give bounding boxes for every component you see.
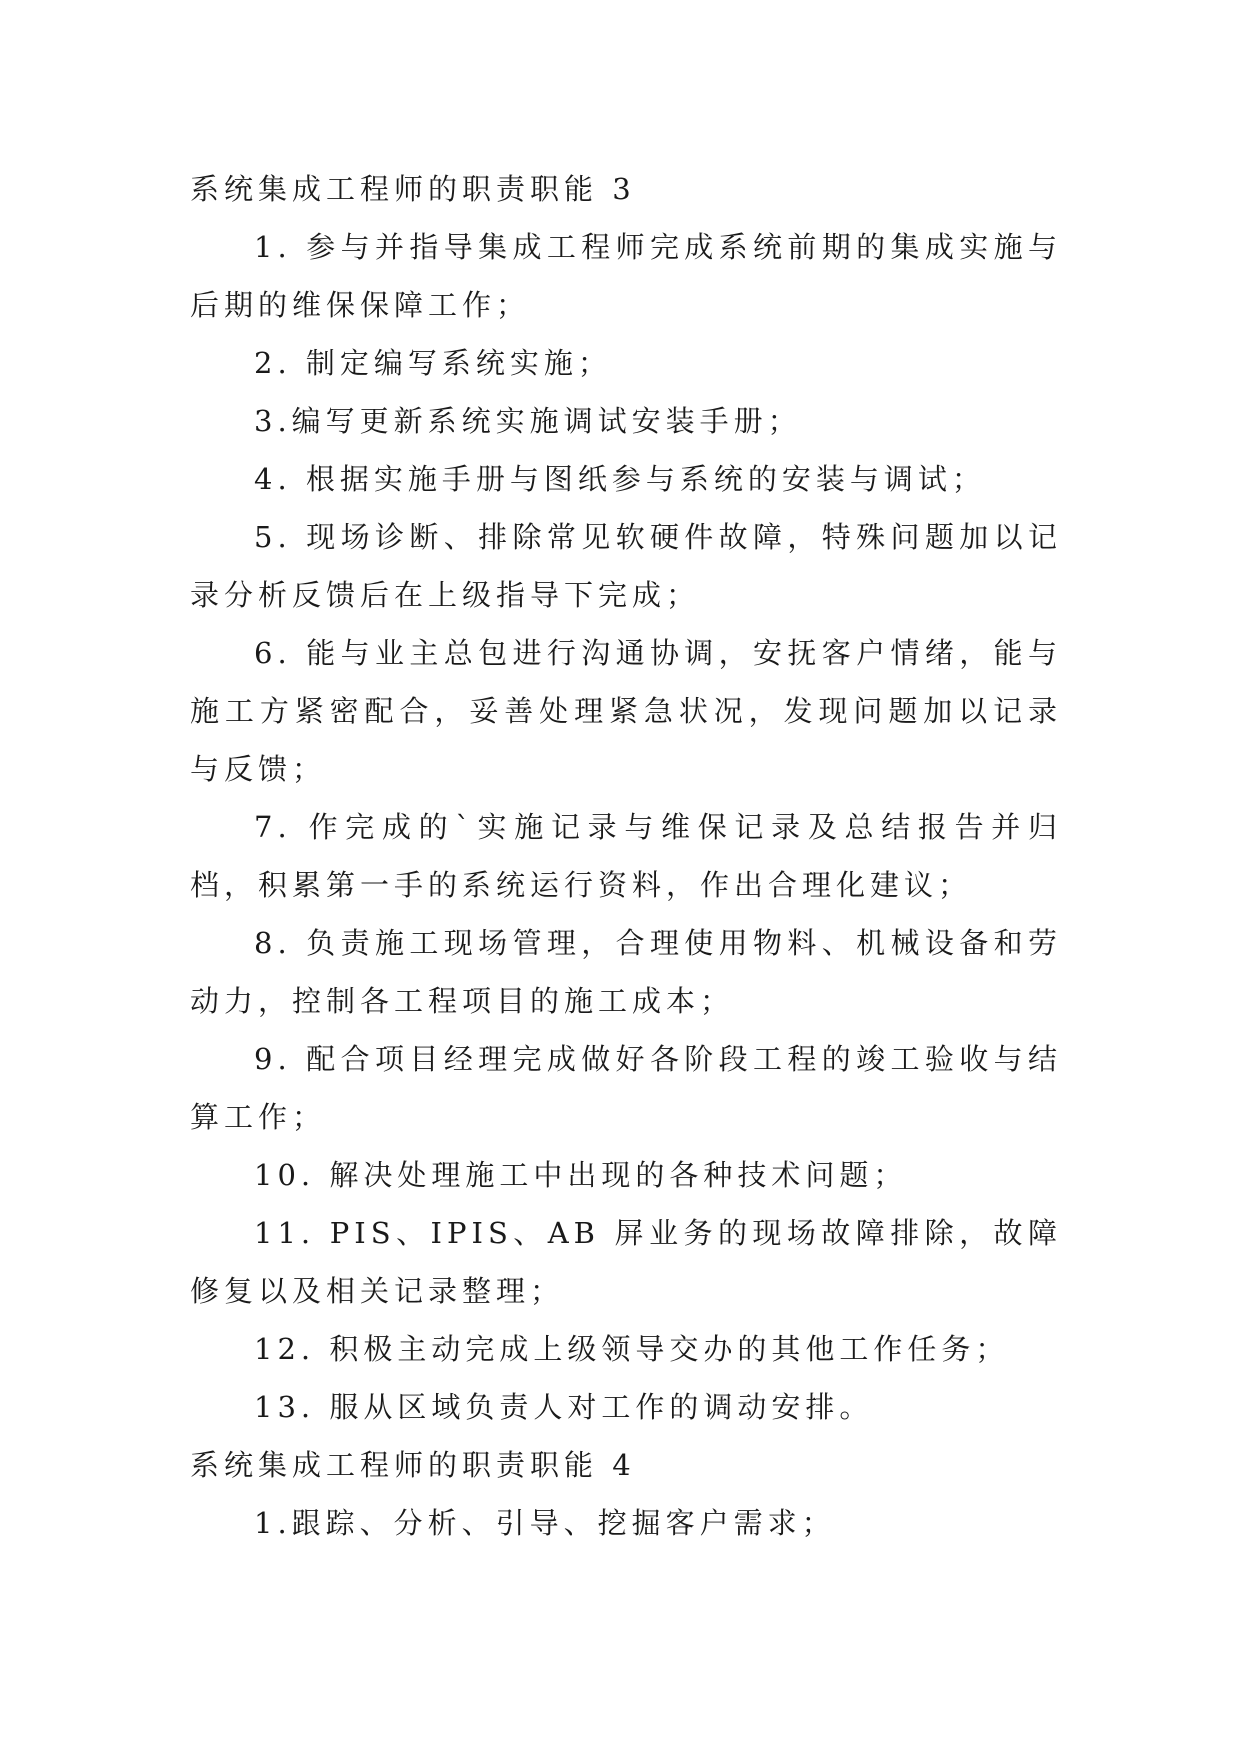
section-title: 系统集成工程师的职责职能 3 xyxy=(190,172,636,206)
list-item: 8. 负责施工现场管理，合理使用物料、机械设备和劳动力，控制各工程项目的施工成本； xyxy=(190,926,1062,1018)
list-item: 11. PIS、IPIS、AB 屏业务的现场故障排除，故障修复以及相关记录整理； xyxy=(190,1216,1062,1308)
list-item: 13. 服从区域负责人对工作的调动安排。 xyxy=(254,1390,874,1424)
list-item: 1.跟踪、分析、引导、挖掘客户需求； xyxy=(254,1506,836,1540)
list-item: 3.编写更新系统实施调试安装手册； xyxy=(254,404,802,438)
list-item: 2. 制定编写系统实施； xyxy=(254,346,612,380)
section-title: 系统集成工程师的职责职能 4 xyxy=(190,1448,636,1482)
list-item: 10. 解决处理施工中出现的各种技术问题； xyxy=(254,1158,908,1192)
list-item: 4. 根据实施手册与图纸参与系统的安装与调试； xyxy=(254,462,986,496)
list-item: 1. 参与并指导集成工程师完成系统前期的集成实施与后期的维保保障工作； xyxy=(190,230,1062,322)
list-item: 5. 现场诊断、排除常见软硬件故障，特殊问题加以记录分析反馈后在上级指导下完成； xyxy=(190,520,1062,612)
list-item: 7. 作完成的`实施记录与维保记录及总结报告并归档，积累第一手的系统运行资料，作出合理化建议； xyxy=(190,810,1062,902)
list-item: 12. 积极主动完成上级领导交办的其他工作任务； xyxy=(254,1332,1010,1366)
list-item: 6. 能与业主总包进行沟通协调，安抚客户情绪，能与施工方紧密配合，妥善处理紧急状况，发现问题加以记录与反馈； xyxy=(190,636,1062,786)
list-item: 9. 配合项目经理完成做好各阶段工程的竣工验收与结算工作； xyxy=(190,1042,1062,1134)
document-body xyxy=(190,160,1062,1552)
